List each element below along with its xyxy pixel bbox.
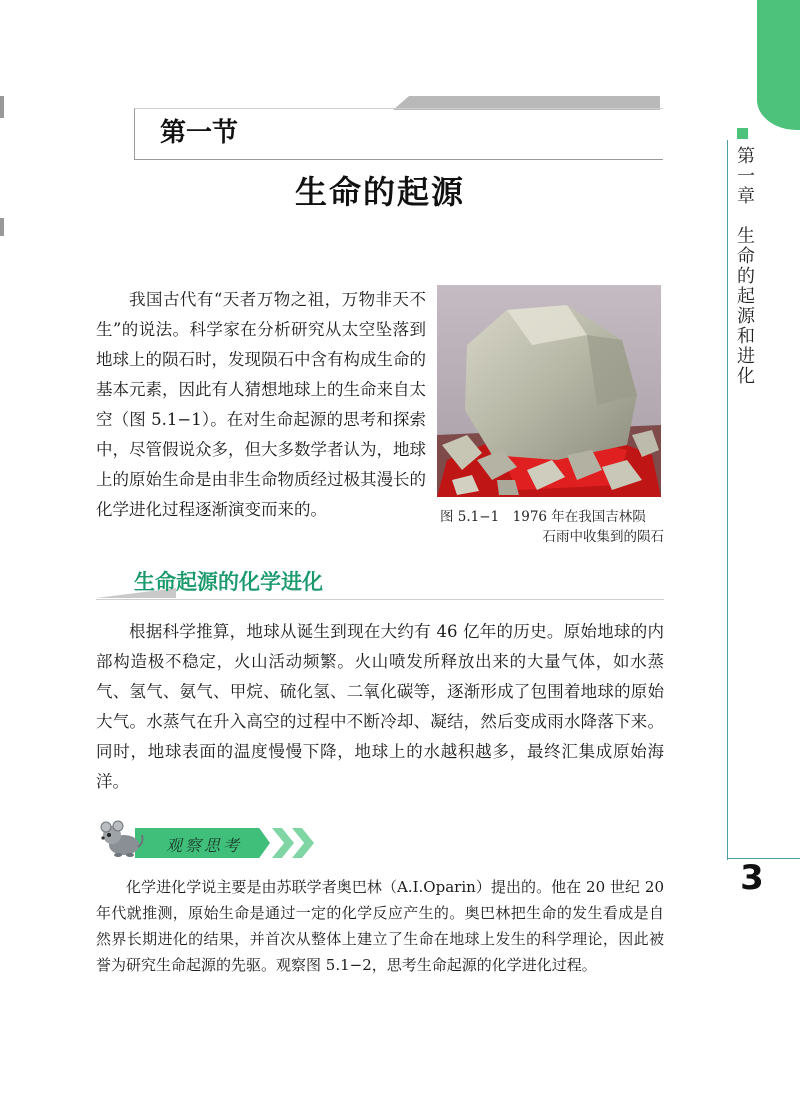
meteorite-photo	[437, 285, 661, 497]
page-number: 3	[740, 858, 764, 898]
observe-label: 观察思考	[166, 836, 243, 855]
double-chevron-right-icon	[272, 828, 294, 858]
figure-caption-line2: 石雨中收集到的陨石	[542, 529, 664, 545]
observe-paragraph: 化学进化学说主要是由苏联学者奥巴林（A.I.Oparin）提出的。他在 20 世纪 20 年代就推测，原始生命是通过一定的化学反应产生的。奥巴林把生命的发生看成是自然界长期进化的结果，并首次从整体上建立了生命在地球上发生的科学理论，因此被誉为研究生命起源的先驱。观察图 5.1−2，思考生命起源的化学进化过程。	[96, 878, 664, 974]
left-edge-mark-top	[0, 96, 4, 118]
subsection-title: 生命起源的化学进化	[134, 570, 323, 594]
subsection-header-rule	[96, 599, 664, 600]
chapter-tab-decoration	[757, 0, 800, 130]
figure-caption	[440, 507, 664, 547]
chevron-right-icon	[292, 828, 314, 858]
body-paragraph: 根据科学推算，地球从诞生到现在大约有 46 亿年的历史。原始地球的内部构造极不稳定，火山活动频繁。火山喷发所释放出来的大量气体，如水蒸气、氢气、氨气、甲烷、硫化氢、二氧化碳等，逐渐形成了包围着地球的原始大气。水蒸气在升入高空的过程中不断冷却、凝结，然后变成雨水降落下来。同时，地球表面的温度慢慢下降，地球上的水越积越多，最终汇集成原始海洋。	[96, 622, 664, 791]
section-label: 第一节	[160, 118, 239, 148]
chapter-title-vertical: 第一章 生命的起源和进化	[734, 146, 755, 386]
left-edge-mark-bottom	[0, 218, 4, 236]
mouse-mascot-icon	[98, 815, 146, 863]
side-divider-line	[727, 140, 728, 860]
page-title: 生命的起源	[294, 173, 465, 211]
intro-paragraph: 我国古代有“天者万物之祖，万物非天不生”的说法。科学家在分析研究从太空坠落到地球上的陨石时，发现陨石中含有构成生命的基本元素，因此有人猜想地球上的生命来自太空（图 5.1−1）。在对生命起源的思考和探索中，尽管假说众多，但大多数学者认为，地球上的原始生命是由非生命物质经过极其漫长的化学进化过程逐渐演变而来的。	[96, 290, 426, 519]
chapter-marker-square	[737, 128, 748, 139]
figure-caption-line1: 图 5.1−1 1976 年在我国吉林陨	[440, 509, 646, 525]
